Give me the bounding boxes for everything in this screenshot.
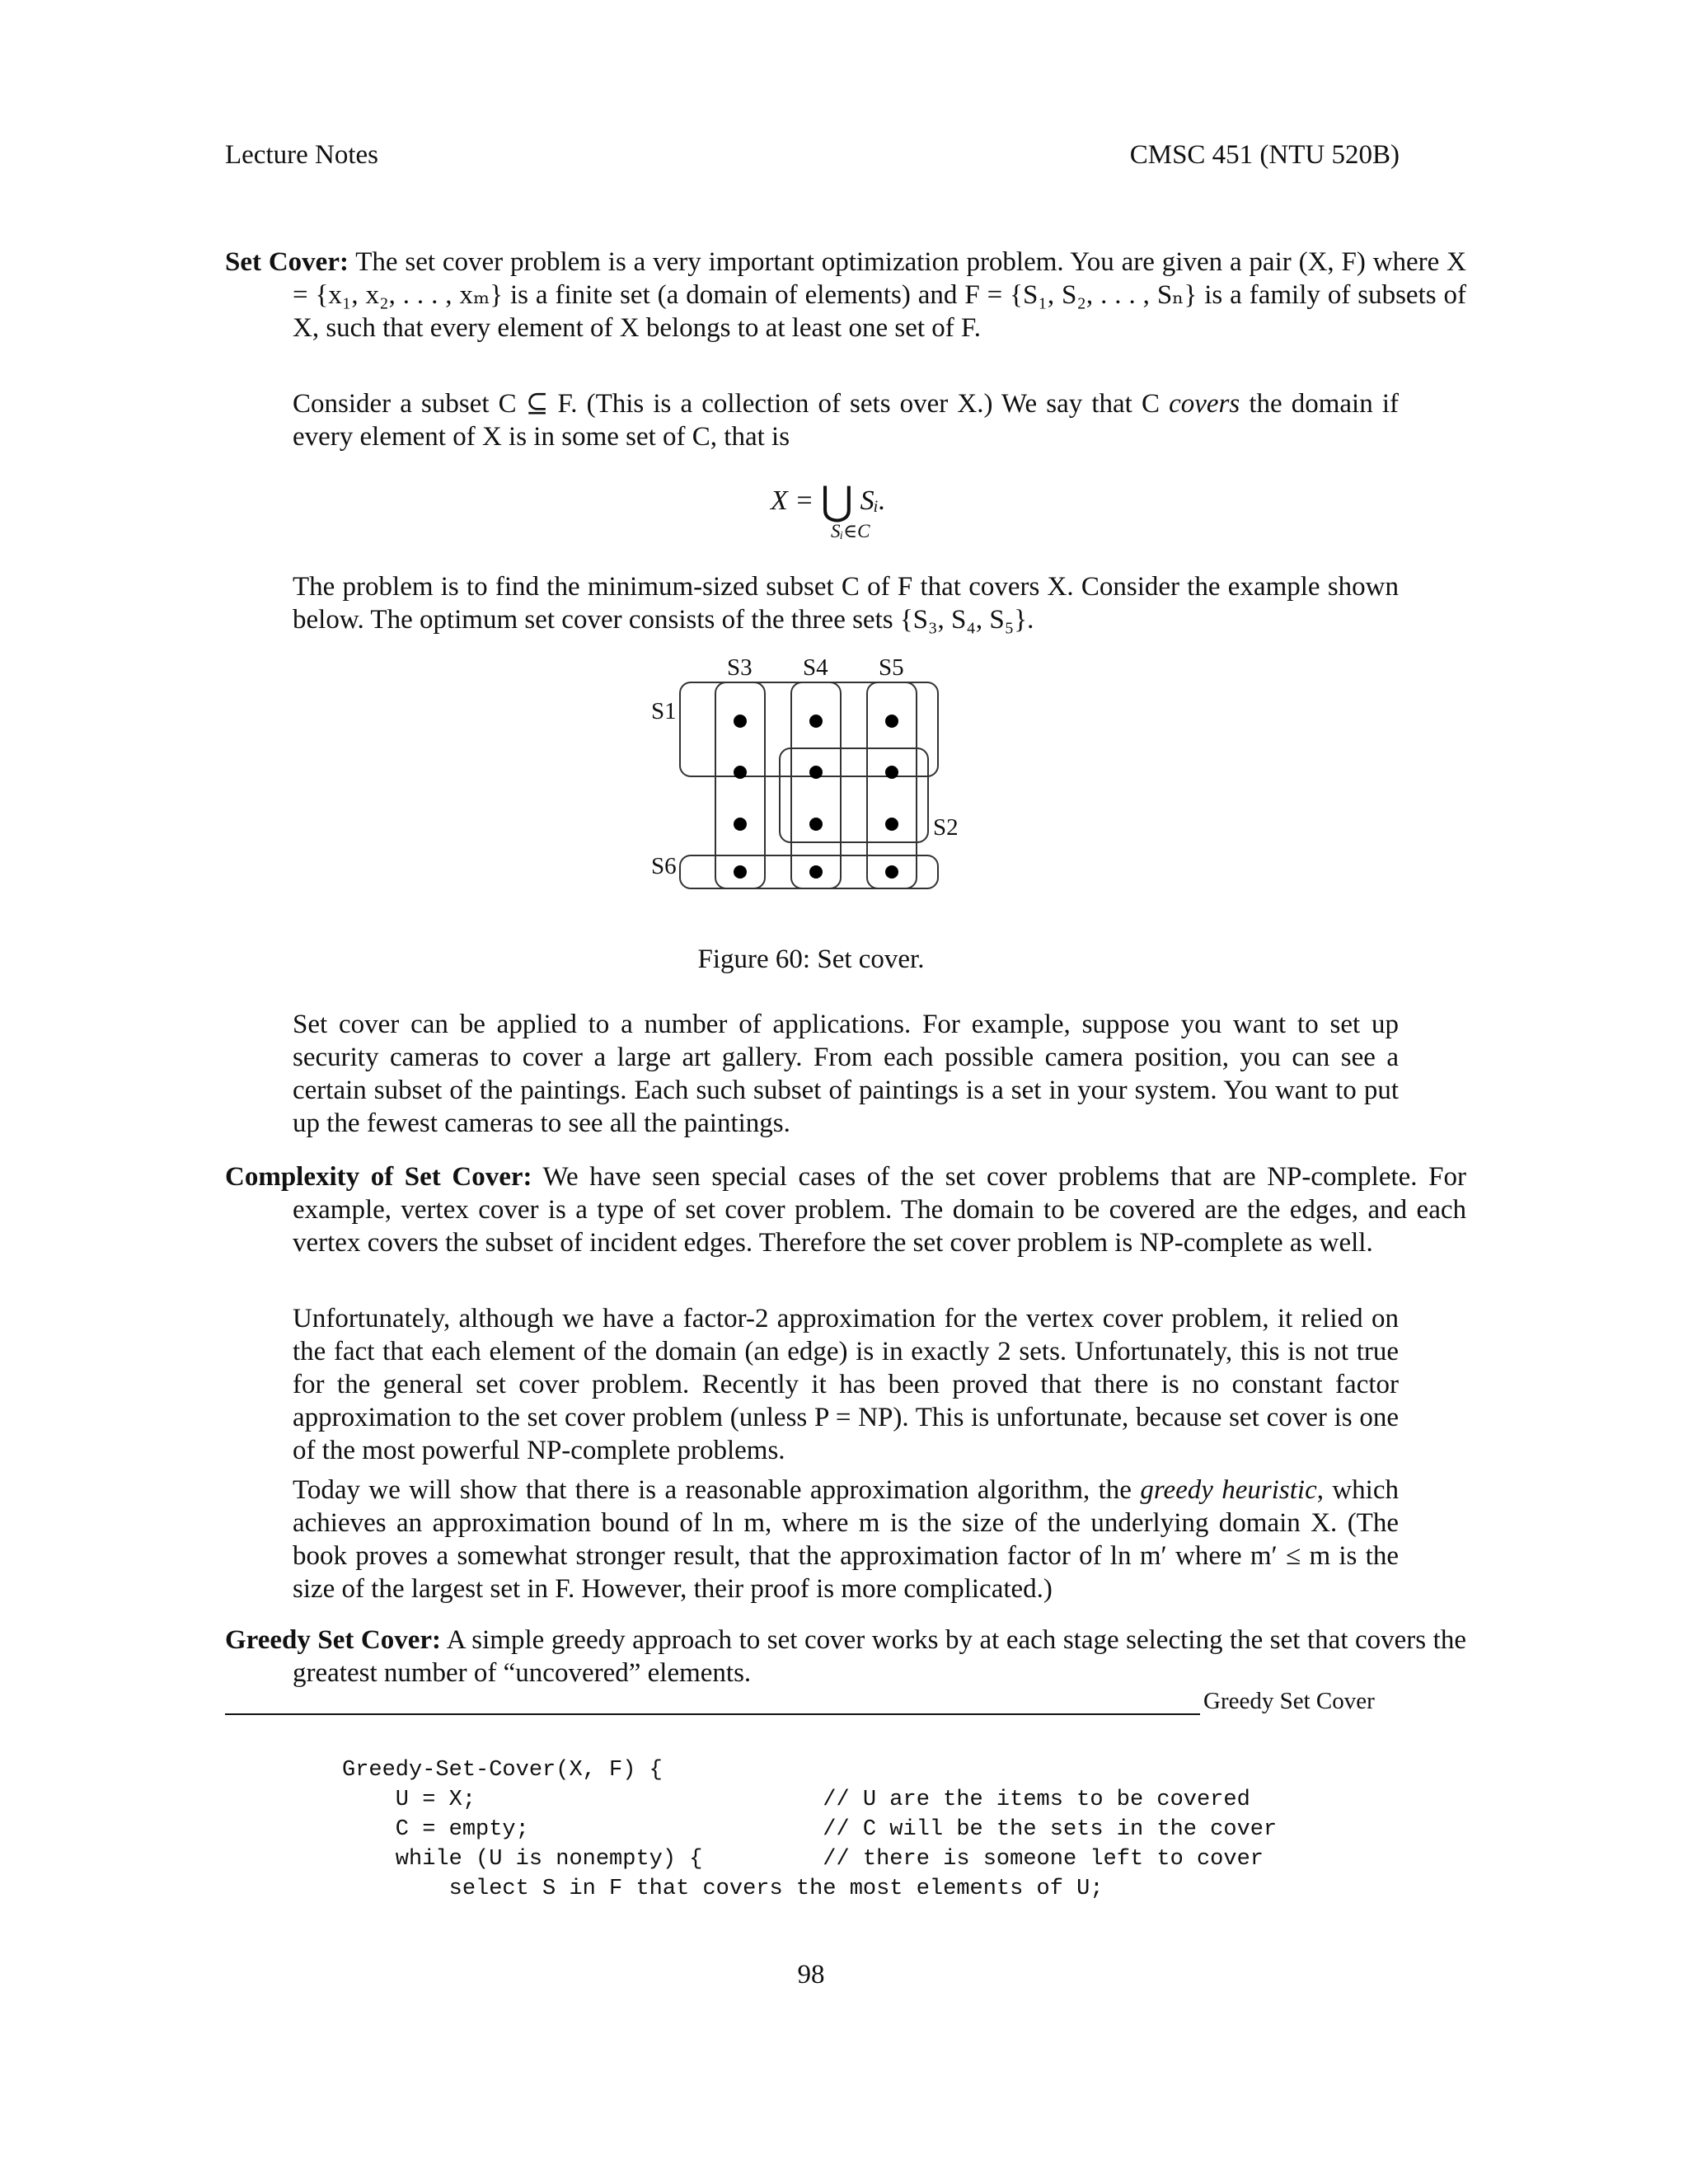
set-s3-outline: [715, 682, 765, 888]
equation-lhs: X =: [771, 485, 814, 516]
figure-caption: Figure 60: Set cover.: [697, 944, 925, 974]
label-s5: S5: [879, 655, 904, 681]
applications-paragraph: Set cover can be applied to a number of applications. For example, suppose you want to set up security cameras to cover a large art gallery. From each possible camera position, you can see a certain subset of the paintings. Each such subset of paintings is a set in your system. You want to put up the fewest cameras to see all the paintings.: [293, 1010, 1399, 1138]
set-s1-outline: [680, 682, 938, 776]
greedy-heading: Greedy Set Cover:: [225, 1625, 442, 1655]
complexity-heading: Complexity of Set Cover:: [225, 1162, 532, 1192]
running-header-left: Lecture Notes: [225, 140, 378, 170]
element-dot: [734, 818, 747, 831]
element-dot: [885, 766, 898, 779]
label-s6: S6: [651, 853, 677, 879]
label-s3: S3: [727, 655, 753, 681]
algorithm-rule: [225, 1713, 1200, 1715]
greedy-set-cover-paragraph: [225, 1624, 1466, 1690]
label-s4: S4: [803, 655, 828, 681]
code-line-1: Greedy-Set-Cover(X, F) {: [342, 1758, 663, 1783]
set-cover-definition: The set cover problem is a very important optimization problem. You are given a pair (X, F) where X = {x₁, x₂, . . . , xₘ} is a finite set (a domain of elements) and F = {S₁, S₂, . . . , Sₙ} is a family of subsets of X, such that every element of X belongs to at least one set of F.: [293, 247, 1466, 343]
equation-rhs: Sᵢ.: [860, 485, 886, 516]
complexity-paragraph: [225, 1160, 1466, 1259]
union-equation: [771, 478, 885, 524]
set-s6-outline: [680, 855, 938, 888]
heuristic-text-b: , which achieves an approximation bound of ln m, where m is the size of the underlying domain X. (The book proves a somewhat stronger result, that the approximation factor of ln m′ where m′ ≤ m is the size of the largest set in F. However, their proof is more complicated.): [293, 1475, 1399, 1604]
element-dot: [809, 766, 823, 779]
union-subscript: Sᵢ∈C: [831, 521, 870, 541]
big-union-symbol: ⋃: [820, 480, 854, 523]
complexity-text: We have seen special cases of the set cover problems that are NP-complete. For example, vertex cover is a type of set cover problem. The domain to be covered are the edges, and each vertex covers the subset of incident edges. Therefore the set cover problem is NP-complete as well.: [293, 1162, 1466, 1258]
set-s2-outline: [780, 748, 928, 842]
label-s1: S1: [651, 698, 677, 724]
element-dot: [734, 766, 747, 779]
covers-text-b: the domain if every element of X is in some set of C, that is: [293, 389, 1399, 452]
running-header-right: CMSC 451 (NTU 520B): [1129, 140, 1400, 170]
greedy-text: A simple greedy approach to set cover works by at each stage selecting the set that covers the greatest number of “uncovered” elements.: [293, 1625, 1466, 1688]
element-dot: [885, 715, 898, 728]
element-dot: [809, 818, 823, 831]
covers-definition-paragraph: [293, 387, 1399, 453]
covers-term: covers: [1169, 389, 1240, 419]
element-dot: [885, 865, 898, 879]
element-dot: [885, 818, 898, 831]
greedy-heuristic-paragraph: [293, 1474, 1399, 1605]
heuristic-text-a: Today we will show that there is a reasonable approximation algorithm, the: [293, 1475, 1132, 1505]
problem-statement-paragraph: The problem is to find the minimum-sized subset C of F that covers X. Consider the example shown below. The optimum set cover consists of the three sets {S₃, S₄, S₅}.: [293, 572, 1399, 635]
code-line-3: C = empty; // C will be the sets in the cover: [342, 1817, 1278, 1842]
set-s4-outline: [791, 682, 841, 888]
element-dot: [809, 865, 823, 879]
set-cover-heading: Set Cover:: [225, 247, 349, 277]
element-dot: [809, 715, 823, 728]
code-line-5: select S in F that covers the most elements of U;: [342, 1877, 1104, 1901]
code-line-4: while (U is nonempty) { // there is someone left to cover: [342, 1847, 1264, 1872]
algorithm-label: Greedy Set Cover: [1203, 1688, 1375, 1714]
element-dot: [734, 865, 747, 879]
set-cover-paragraph: [225, 246, 1466, 344]
set-cover-figure: [651, 655, 964, 919]
greedy-heuristic-term: greedy heuristic: [1140, 1475, 1317, 1505]
code-line-2: U = X; // U are the items to be covered: [342, 1788, 1250, 1812]
covers-text-a: Consider a subset C ⊆ F. (This is a collection of sets over X.) We say that C: [293, 389, 1160, 419]
set-s5-outline: [867, 682, 917, 888]
label-s2: S2: [933, 814, 959, 841]
page-number: 98: [797, 1960, 825, 1990]
element-dot: [734, 715, 747, 728]
approximation-paragraph: Unfortunately, although we have a factor-2 approximation for the vertex cover problem, it relied on the fact that each element of the domain (an edge) is in exactly 2 sets. Unfortunately, this is not true for the general set cover problem. Recently it has been proved that there is no constant factor approximation to the set cover problem (unless P = NP). This is unfortunate, because set cover is one of the most powerful NP-complete problems.: [293, 1304, 1399, 1465]
